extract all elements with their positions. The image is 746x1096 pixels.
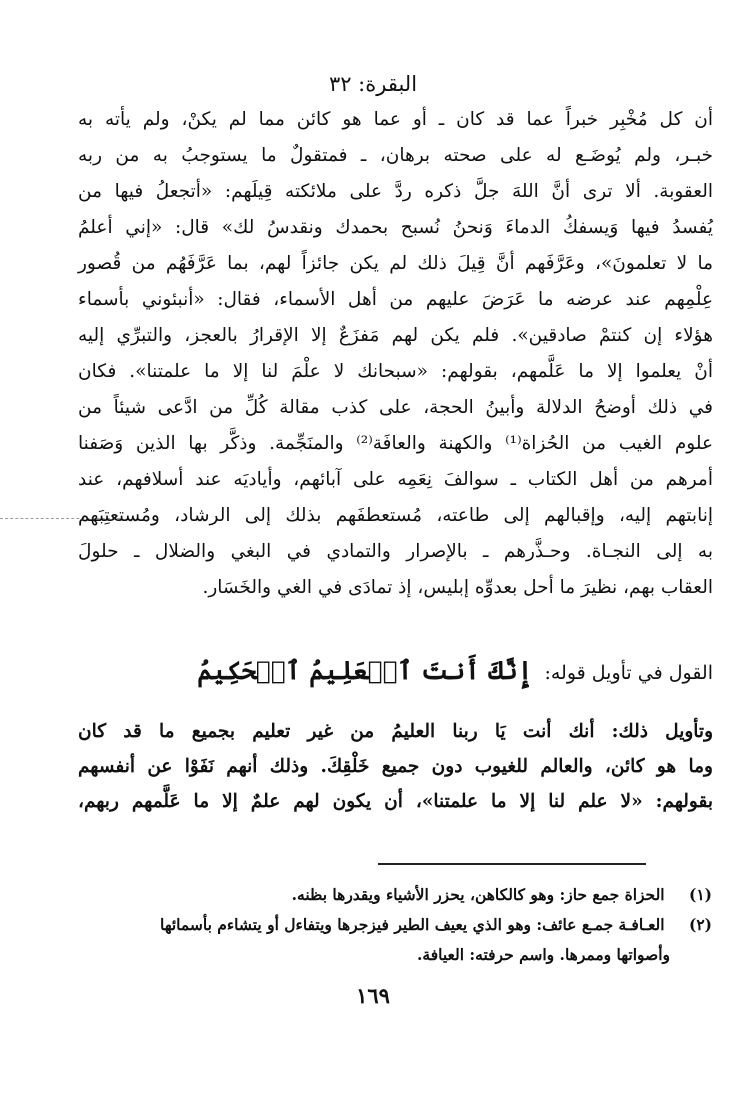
text-line: يُفسدُ فيها وَيسفكُ الدماءَ وَنحنُ نُسبح بحمدك ونقدسُ لك» قال: «إني أعلمُ — [78, 217, 713, 238]
running-header: البقرة: ٣٢ — [328, 72, 418, 96]
footnote-1 — [70, 880, 712, 910]
footnote-2 — [70, 910, 712, 940]
text-line: أمرهم من أهل الكتاب ـ سوالفَ نِعَمِه على آبائهم، وأياديَه عند أسلافهم، عند — [78, 469, 713, 490]
text-line: أن كل مُخْبِر خبراً عما قد كان ـ أو عما هو كائن مما لم يكنْ، ولم يأته به — [78, 109, 713, 130]
section-heading — [78, 648, 713, 694]
footnote-number: (٢) — [688, 915, 712, 934]
text-line: في ذلك أوضحُ الدلالة وأبينُ الحجة، على كذب مقالة كُلِّ من ادَّعى شيئاً من — [78, 397, 713, 418]
footnote-2-continuation: وأصواتها وممرها. واسم حرفته: العيافة. — [417, 945, 670, 964]
text-line: وما هو كائن، والعالم للغيوب دون جميع خَلْقِكَ. وذلك أنهم نَفَوْا عن أنفسهم — [78, 756, 713, 777]
quran-verse: إِنَّكَ أَنتَ ٱلۡعَلِيمُ ٱلۡحَكِيمُ — [197, 656, 533, 685]
heading-intro: القول في تأويل قوله: — [544, 662, 713, 684]
footnote-text: العـافـة جمـع عائف: وهو الذي يعيف الطير فيزجرها ويتفاءل أو يتشاءم بأسمائها — [160, 915, 665, 934]
text-line: عِلْمِهم عند عرضه ما عَرَضَ عليهم من أهل الأسماء، فقال: «أنبئوني بأسماء — [78, 289, 713, 310]
tafsir-paragraph — [78, 714, 713, 819]
text-line: وتأويل ذلك: أنك أنت يَا ربنا العليمُ من غير تعليم بجميع ما قد كان — [78, 721, 713, 742]
text-line: بقولهم: «لا علم لنا إلا ما علمتنا»، أن يكون لهم علمٌ إلا ما عَلَّمهم ربهم، — [78, 791, 713, 812]
footnote-text: الحزاة جمع حاز: وهو كالكاهن، يحزر الأشياء ويقدرها بظنه. — [291, 885, 665, 904]
text-line: ما لا تعلمونَ»، وعَرَّفَهم أنَّ قِيلَ ذلك لم يكن جائزاً لهم، بما عَرَّفَهُم من قُصور — [78, 253, 713, 274]
footnotes — [70, 880, 712, 970]
footnote-number: (١) — [688, 885, 712, 904]
text-line: أنْ يعلموا إلا ما عَلَّمهم، بقولهم: «سبحانك لا علْمَ لنا إلا ما علمتنا». فكان — [78, 361, 713, 382]
text-line: علوم الغيب من الحُزاة⁽¹⁾ والكهنة والعافَة⁽²⁾ والمنَجِّمة. وذكَّر بها الذين وَصَفنا — [78, 433, 714, 454]
text-line: به إلى النجـاة. وحـذَّرهم ـ بالإصرار والتمادي في البغي والضلال ـ حلولَ — [78, 541, 713, 562]
page-number: ١٦٩ — [356, 983, 390, 1008]
text-line: خبـر، ولم يُوضَـع له على صحته برهان، ـ فمتقولٌ ما يستوجبُ به من ربه — [78, 145, 713, 166]
text-line: العقوبة. ألا ترى أنَّ اللهَ جلَّ ذكره ردَّ على ملائكته قِيلَهم: «أتجعلُ فيها من — [78, 181, 713, 202]
text-line: العقاب بهم، نظيرَ ما أحل بعدوِّه إبليس، إذ تمادَى في الغي والخَسَار. — [202, 577, 713, 598]
text-line: إنابتهم إليه، وإقبالهم إلى طاعته، مُستعطفَهم بذلك إلى الرشاد، ومُستعتِبَهم — [78, 505, 713, 526]
main-paragraph — [78, 102, 713, 606]
footnote-divider — [378, 863, 646, 865]
text-line: هؤلاء إن كنتمْ صادقين». فلم يكن لهم مَفزَعٌ إلا الإقرارُ بالعجز، والتبرِّي إليه — [78, 325, 713, 346]
